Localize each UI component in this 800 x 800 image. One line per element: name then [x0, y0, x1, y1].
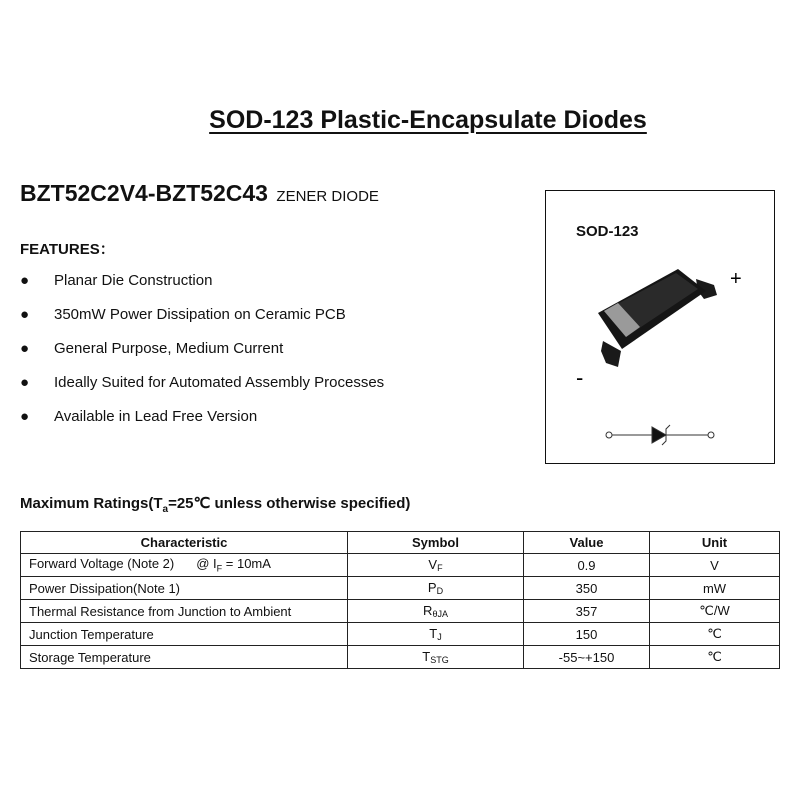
value-cell: 0.9: [524, 554, 650, 577]
column-header-characteristic: Characteristic: [21, 532, 348, 554]
maximum-ratings-table: [20, 531, 780, 669]
unit-cell: V: [650, 554, 780, 577]
feature-item: ● General Purpose, Medium Current: [20, 338, 384, 372]
package-drawing: [546, 191, 774, 463]
bullet-icon: ●: [20, 374, 30, 391]
value-cell: 357: [524, 600, 650, 623]
bullet-icon: ●: [20, 306, 30, 323]
characteristic-cell: Forward Voltage (Note 2) @ $I_F = 10mA$: [21, 554, 348, 577]
table-row: [21, 577, 780, 600]
feature-item: ● 350mW Power Dissipation on Ceramic PCB: [20, 304, 384, 338]
value-cell: -55~+150: [524, 646, 650, 669]
column-header-value: Value: [524, 532, 650, 554]
symbol-cell: TSTG: [348, 646, 524, 669]
features-list: [20, 270, 384, 440]
part-type: ZENER DIODE: [276, 188, 379, 205]
symbol-cell: RθJA: [348, 600, 524, 623]
minus-sign: -: [576, 365, 584, 390]
symbol-cell: TJ: [348, 623, 524, 646]
bullet-icon: ●: [20, 408, 30, 425]
table-header-row: [21, 532, 780, 554]
bullet-icon: ●: [20, 340, 30, 357]
plus-sign: +: [730, 268, 742, 290]
features-heading: FEATURES：: [20, 241, 115, 258]
unit-cell: ℃: [650, 646, 780, 669]
sod123-package-icon: [598, 269, 717, 367]
unit-cell: ℃: [650, 623, 780, 646]
symbol-cell: VF: [348, 554, 524, 577]
characteristic-cell: Power Dissipation(Note 1): [21, 577, 348, 600]
symbol-cell: PD: [348, 577, 524, 600]
feature-item: ● Available in Lead Free Version: [20, 406, 384, 440]
unit-cell: ℃/W: [650, 600, 780, 623]
characteristic-cell: Storage Temperature: [21, 646, 348, 669]
package-label: SOD-123: [576, 223, 639, 240]
value-cell: 350: [524, 577, 650, 600]
table-row: [21, 623, 780, 646]
characteristic-cell: Junction Temperature: [21, 623, 348, 646]
column-header-symbol: Symbol: [348, 532, 524, 554]
bullet-icon: ●: [20, 272, 30, 289]
characteristic-cell: Thermal Resistance from Junction to Ambient: [21, 600, 348, 623]
feature-item: ● Ideally Suited for Automated Assembly Processes: [20, 372, 384, 406]
test-condition: @ $I_F = 10mA$: [196, 556, 271, 574]
part-number: BZT52C2V4-BZT52C43: [20, 180, 268, 206]
column-header-unit: Unit: [650, 532, 780, 554]
package-diagram-box: [545, 190, 775, 464]
table-row: [21, 646, 780, 669]
feature-item: ● Planar Die Construction: [20, 270, 384, 304]
value-cell: 150: [524, 623, 650, 646]
table-row: [21, 554, 780, 577]
unit-cell: mW: [650, 577, 780, 600]
ratings-heading: Maximum $Ratings(T_a=25℃$ unless otherwise specified): [20, 495, 411, 515]
table-row: [21, 600, 780, 623]
part-line: [20, 180, 379, 207]
zener-diode-symbol-icon: [606, 425, 714, 445]
document-title: SOD-123 Plastic-Encapsulate Diodes: [209, 106, 647, 134]
